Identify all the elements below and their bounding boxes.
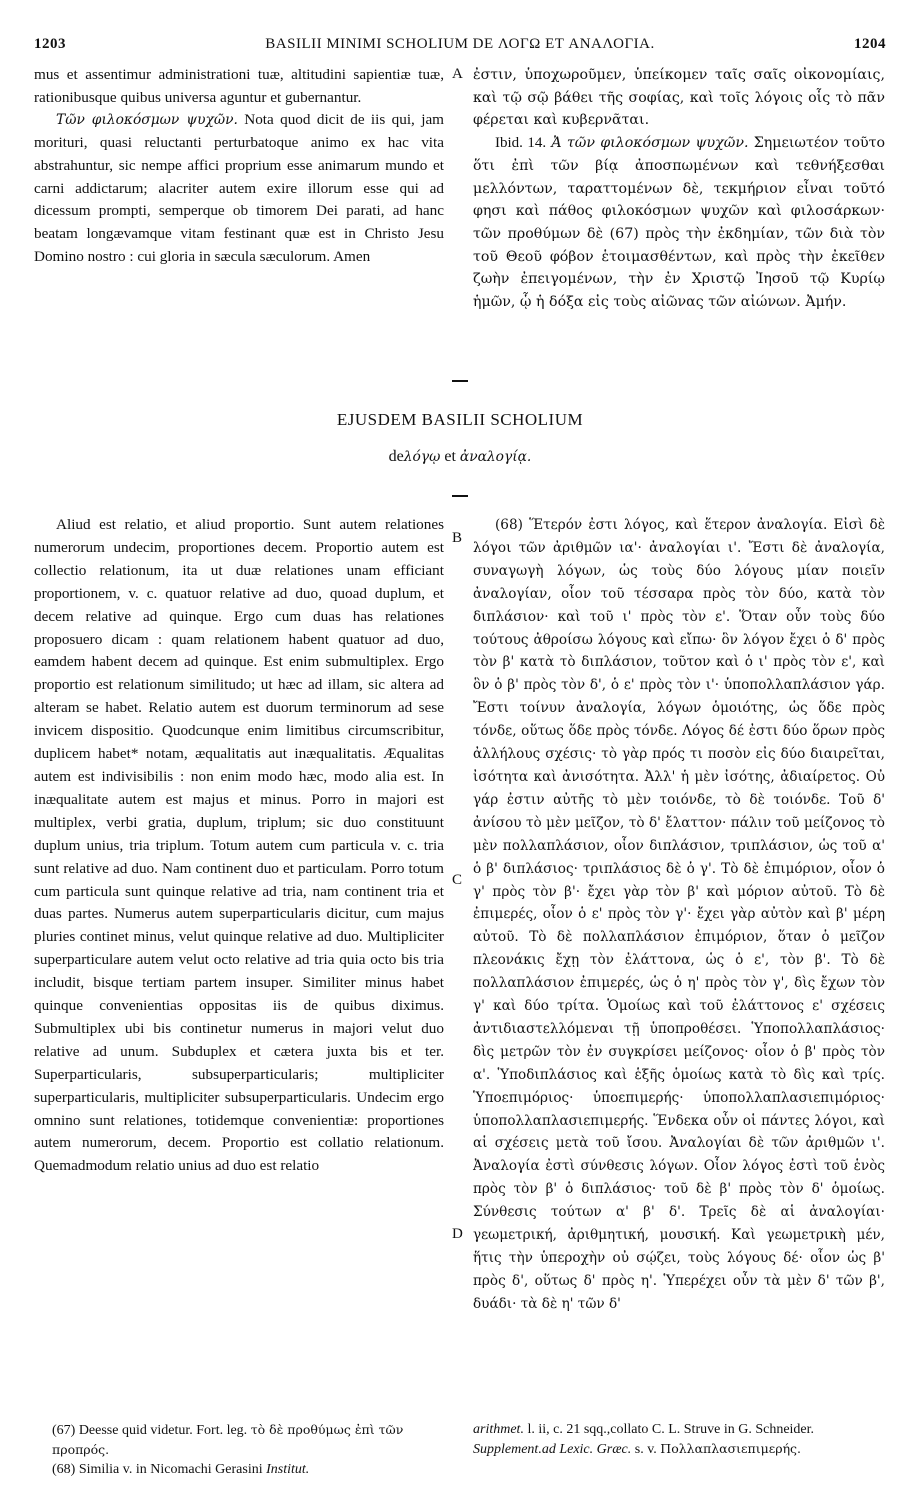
footnote-68-continued: [473, 1420, 885, 1459]
footnote-68-cont-greek: Πολλαπλασιεπιμερής.: [660, 1441, 802, 1456]
footnote-68-italic: Institut.: [266, 1462, 310, 1477]
margin-marker-d: D: [452, 1226, 463, 1242]
top-latin-lemma: Τῶν φιλοκόσμων ψυχῶν.: [56, 112, 238, 129]
section-subtitle: [0, 448, 920, 466]
running-title: BASILII MINIMI SCHOLIUM DE ΛΟΓΩ ET ΑΝΑΛΟΓΙΑ.: [265, 36, 655, 52]
section-title: EJUSDEM BASILII SCHOLIUM: [336, 410, 584, 429]
top-latin-column: [34, 64, 444, 268]
divider-rule-top: [452, 380, 468, 382]
footnote-68-cont-italic-1: arithmet.: [473, 1422, 524, 1437]
page-number-right: 1204: [854, 36, 886, 52]
top-latin-paragraph-2: [34, 109, 444, 268]
top-latin-paragraph-2-text: Nota quod dicit de iis qui, jam morituri, quasi reluctanti perturbatoque animo ex hac vita abstrahuntur, sic nempe affici proprium esse animarum mundo et carni addictarum; alacriter autem exire illorum esse qui ad dicessum prompti, semperque ob timorem Dei parati, ad hanc beatam longævamque vitam festinant quæ est in Christo Jesu Domino nostro : cui gloria in sæcula sæculorum. Amen: [34, 111, 445, 265]
footnote-68-text: (68) Similia v. in Nicomachi Gerasini: [52, 1462, 263, 1477]
footnote-68-cont-text-2: s. v.: [631, 1442, 657, 1457]
body-greek-text: (68) Ἕτερόν ἐστι λόγος, καὶ ἕτερον ἀναλογία. Εἰσὶ δὲ λόγοι τῶν ἀριθμῶν ια'· ἀναλογίαι ι'. Ἔστι δὲ ἀναλογία, συναγωγὴ λόγων, ὡς τοὺς δύο λόγους μίαν ποιεῖν ἀναλογίαν, οἷον τοῦ τέσσαρα πρὸς τὸν δύο, κατὰ τὸν διπλάσιον· καὶ τοῦ ι' πρὸς τὸν ε'. Ὅταν οὖν τοὺς δύο τούτους ἀθροίσω λόγους καὶ εἴπω· ὃν λόγον ἔχει ὁ δ' πρὸς τὸν β' κατὰ τὸ διπλάσιον, τοῦτον καὶ ὁ ι' πρὸς τὸν ε', καὶ ὃν ὁ β' πρὸς τὸν δ', ὁ ε' πρὸς τὸν ι'· ὑποπολλαπλάσιον γάρ. Ἔστι τοίνυν ἀναλογία, λόγων ὁμοιότης, ὡς ὅδε πρὸς τόνδε, οὕτως ὅδε πρὸς τόνδε. Λόγος δέ ἐστι δύο ὅρων πρὸς ἀλλήλους σχέσις· τὸ γὰρ πρός τι ποσὸν εἰς δύο διαιρεῖται, ἰσότητα καὶ ἀνισότητα. Ἀλλ' ἡ μὲν ἰσότης, ἀδιαίρετος. Οὐ γάρ ἐστιν αὐτῆς τὸ μὲν τοιόνδε, τὸ δὲ τοιόνδε. Τοῦ δ' ἀνίσου τὸ μὲν μεῖζον, τὸ δ' ἔλαττον· πάλιν τοῦ μείζονος τὸ μὲν πολλαπλάσιον, οἷον διπλάσιον, τριπλάσιον, ὡς τοῦ α' ὁ β' διπλάσιος· τριπλάσιος δὲ ὁ γ'. Τὸ δὲ ἐπιμόριον, οἷον ὁ γ' πρὸς τὸν β'· ἔχει γὰρ τὸν β' καὶ μόριον αὐτοῦ. Τὸ δὲ ἐπιμερές, οἷον ὁ ε' πρὸς τὸν γ'· ἔχει γὰρ αὐτὸν καὶ β' μέρη αὐτοῦ. Τὸ δὲ πολλαπλάσιον ἐπιμόριον, ὅταν ὁ μεῖζον πλεονάκις ἔχῃ τὸν ἐλάττονα, ὡς ὁ ε', τὸν β'. Τὸ δὲ πολλαπλάσιον ἐπιμερές, ὡς ὁ η' πρὸς τὸν γ', δὶς ἔχων τὸν γ' καὶ δύο τρίτα. Ὁμοίως καὶ τοῦ ἐλάττονος ε' σχέσεις ἀντιδιαστελλόμεναι τῇ ὑποπροθέσει. Ὑποπολλαπλάσιος· δὶς μετρῶν τὸν ἐν συγκρίσει μείζονος· οἷον ὁ β' πρὸς τὸν α'. Ὑποδιπλάσιος καὶ ἑξῆς ὁμοίως κατὰ τὸ δὶς καὶ τρίς. Ὑποεπιμόριος· ὑποεπιμερής· ὑποπολλαπλασιεπιμόριος· ὑποπολλαπλασιεπιμερής. Ἕνδεκα οὖν οἱ πάντες λόγοι, καὶ αἱ σχέσεις μετὰ τοῦ ἴσου. Ἀναλογίαι δὲ τῶν ἀριθμῶν ι'. Ἀναλογία ἐστὶ σύνθεσις λόγων. Οἷον λόγος ἐστὶ τοῦ ἑνὸς πρὸς τὸν β' ὁ διπλάσιος· τοῦ δὲ β' πρὸς τὸν δ' ὁμοίως. Σύνθεσις τούτων α' β' δ'. Τρεῖς δὲ αἱ ἀναλογίαι· γεωμετρική, ἀριθμητική, μουσική. Καὶ γεωμετρικὴ μέν, ἥτις τὴν ὑπεροχὴν οὐ σῴζει, τοὺς λόγους δέ· οἷον ὡς β' πρὸς δ', οὕτως δ' πρὸς η'. Ὑπερέχει οὖν τὰ μὲν δ' τῶν β', δυάδι· τὰ δὲ η' τῶν δ': [473, 517, 885, 1312]
top-greek-paragraph-1: ἐστιν, ὑποχωροῦμεν, ὑπείκομεν ταῖς σαῖς οἰκονομίαις, καὶ τῷ σῷ βάθει τῆς σοφίας, καὶ τοῖς λόγοις οἷς τὸ πᾶν φέρεται καὶ κυβερνᾶται.: [473, 67, 885, 129]
page-number-left: 1203: [34, 36, 66, 52]
section-subtitle-greek-1: λόγῳ: [403, 449, 441, 465]
divider-rule-bottom: [452, 495, 468, 497]
section-subtitle-de: de: [388, 448, 404, 465]
footnote-68: [52, 1460, 447, 1479]
footnote-68-cont-text-1: l. ii, c. 21 sqq.,collato C. L. Struve in G. Schneider.: [523, 1422, 815, 1437]
margin-marker-a: A: [452, 66, 463, 82]
top-greek-lemma: Ἀ τῶν φιλοκόσμων ψυχῶν.: [551, 135, 749, 152]
section-subtitle-greek-2: ἀναλογίᾳ.: [459, 449, 532, 465]
footnotes-left: [52, 1420, 447, 1479]
top-greek-reference: Ibid. 14.: [495, 135, 547, 152]
top-greek-paragraph-2-text: Σημειωτέον τοῦτο ὅτι ἐπὶ τῶν βίᾳ ἀποσπωμένων καὶ τεθνήξεσθαι μελλόντων, ταραττομένων δὲ, τεκμήριον εἶναι τοῦτό φησι καὶ πάθος φιλοκόσμων ψυχῶν καὶ φιλοσάρκων· τῶν προθύμων δὲ (67) πρὸς τὴν ἐκδημίαν, τῶν διὰ τὸν τοῦ Θεοῦ φόβον ἑτοιμασθέντων, καὶ πρὸς τὴν ἐκεῖθεν ζωὴν ἐπειγομένων, τὴν ἐν Χριστῷ Ἰησοῦ τῷ Κυρίῳ ἡμῶν, ᾧ ἡ δόξα εἰς τοὺς αἰῶνας τῶν αἰώνων. Ἀμήν.: [473, 135, 886, 311]
top-greek-paragraph-2: [473, 132, 885, 314]
margin-marker-c: C: [452, 872, 463, 888]
body-latin-text: Aliud est relatio, et aliud proportio. Sunt autem relationes numerorum undecim, proportiones decem. Proportio autem est collectio relationum, ita ut duæ relationes unam efficiant proportionem, v. c. quatuor relative ad duo, quoad duplum, et decem relative ad quinque. Ergo cum duas has relationes proposuero dicam : quam relationem habent quatuor ad duo, eamdem habent decem ad quinque. Est enim submultiplex. Ergo proportio est relationum similitudo; ut hæc ad illam, sic altera ad alteram se habet. Relatio autem est duorum terminorum ad sese invicem dispositio. Quodcunque enim limitibus circumscribitur, duplicem habet* notam, æqualitatis aut inæqualitatis. Æqualitas autem est indivisibilis : non enim modo hæc, modo alia est. In inæqualitate autem est majus et minus. Porro in majori est multiplex, verbi gratia, duplum, triplum; sic duo constituunt duplum unius, tria triplum. Totum autem cum particula v. c. tria sunt relative ad duo. Nam continent duo et particulam. Porro totum cum particula sunt quinque relative ad tria, nam continent tria et duas partes. Numerus autem superparticularis dicitur, cum majus pluries continet minus, velut quinque relative ad duo. Multipliciter superparticulare autem velut octo relative ad tria quia octo bis tria includit, bisque tertiam partem insuper. Similiter minus habet quinque convenientias oppositas iis de quibus diximus. Submultiplex ubi bis continetur numerus in majori velut duo relative ad unum. Subduplex et cætera juxta bis et ter. Superparticularis, subsuperparticularis; multipliciter superparticularis, multipliciter subsuperparticularis. Undecim ergo omnino sunt relationes, totidemque convenientiæ: proportiones autem numerorum, decem. Proportio est collatio relationum. Quemadmodum relatio unius ad duo est relatio: [34, 516, 444, 1175]
footnote-67: [52, 1420, 447, 1460]
footnotes-right: [473, 1420, 885, 1459]
top-greek-column: [473, 64, 885, 314]
top-latin-paragraph-1: mus et assentimur administrationi tuæ, altitudini sapientiæ tuæ, rationibusque quibus universa aguntur et gubernantur.: [34, 66, 444, 106]
footnote-67-greek: τὸ δὲ προθύμως ἐπὶ τῶν προπρός.: [52, 1422, 404, 1457]
running-header: [34, 36, 886, 60]
body-greek-column: [473, 514, 885, 1316]
footnote-68-cont-italic-2: Supplement.ad Lexic. Græc.: [473, 1442, 632, 1457]
margin-marker-b: B: [452, 530, 463, 546]
section-subtitle-et: et: [440, 448, 460, 465]
footnote-67-text: (67) Deesse quid videtur. Fort. leg.: [52, 1423, 248, 1438]
body-latin-column: [34, 514, 444, 1178]
